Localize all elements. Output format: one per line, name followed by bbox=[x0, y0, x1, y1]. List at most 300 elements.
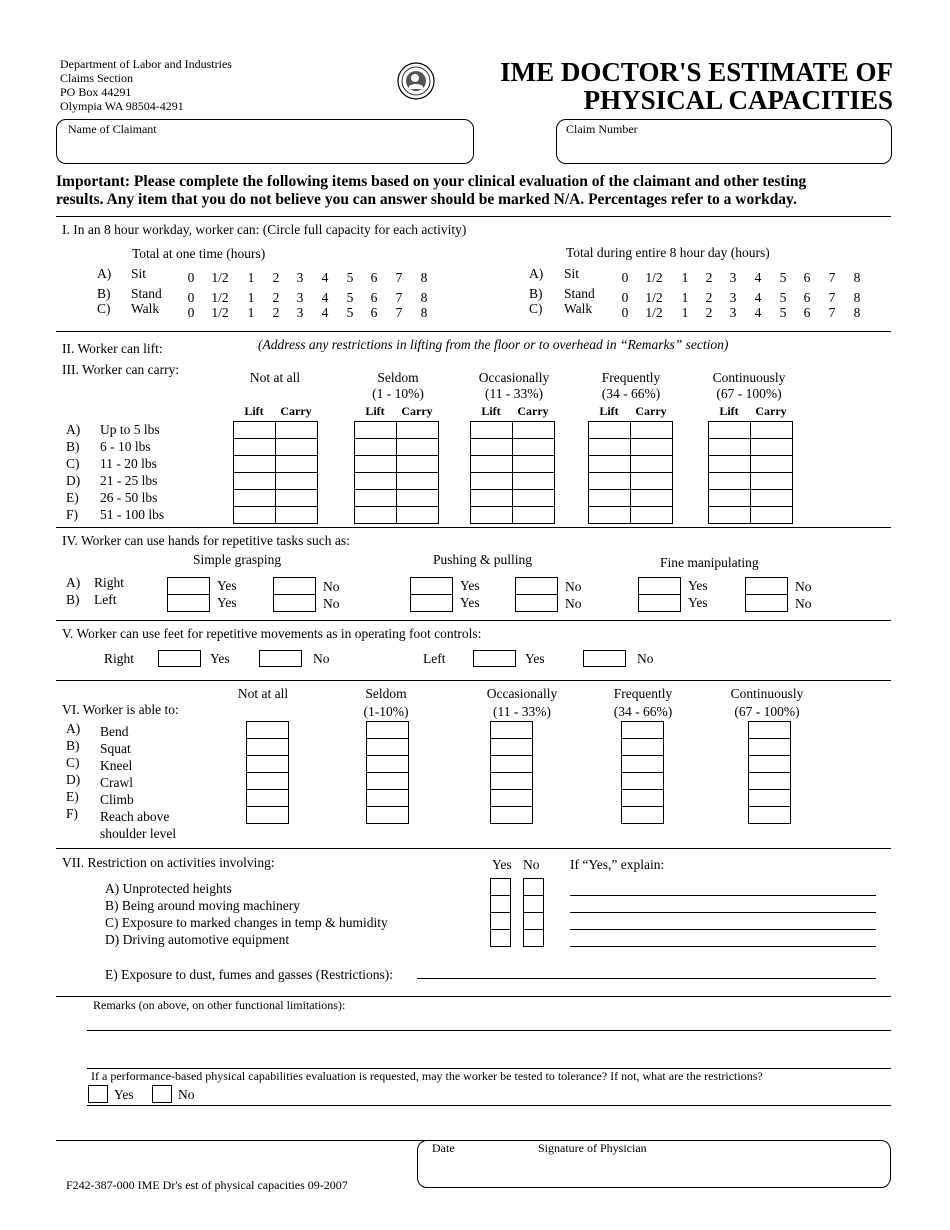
weight-range-label: 26 - 50 lbs bbox=[100, 490, 158, 505]
frequency-header: Not at all bbox=[249, 370, 301, 385]
ability-letter: F) bbox=[66, 806, 79, 821]
yes-checkbox[interactable] bbox=[410, 577, 453, 595]
carry-cell[interactable] bbox=[630, 438, 673, 456]
lift-cell[interactable] bbox=[708, 421, 751, 439]
restriction-e-line[interactable] bbox=[417, 978, 876, 979]
lift-column-header: Lift bbox=[599, 404, 619, 418]
hours-at-one-time-option[interactable]: 3 bbox=[296, 290, 304, 305]
carry-cell[interactable] bbox=[750, 421, 793, 439]
carry-cell[interactable] bbox=[630, 506, 673, 524]
activity-letter: A) bbox=[97, 266, 112, 281]
carry-cell[interactable] bbox=[630, 489, 673, 507]
ability-cell[interactable] bbox=[621, 772, 664, 790]
hours-entire-day-option[interactable]: 5 bbox=[779, 305, 787, 320]
hours-entire-day-option[interactable]: 7 bbox=[828, 290, 836, 305]
frequency-header: Seldom bbox=[365, 686, 407, 701]
frequency-percent: (1-10%) bbox=[363, 704, 409, 719]
lift-cell[interactable] bbox=[470, 489, 513, 507]
task-header: Pushing & pulling bbox=[433, 552, 533, 567]
hours-at-one-time-option[interactable]: 1/2 bbox=[211, 305, 229, 320]
hours-at-one-time-option[interactable]: 8 bbox=[420, 290, 428, 305]
activity-label: Walk bbox=[131, 301, 160, 316]
hours-entire-day-option[interactable]: 8 bbox=[853, 305, 861, 320]
hours-entire-day-option[interactable]: 1/2 bbox=[645, 270, 663, 285]
frequency-percent: (67 - 100%) bbox=[734, 704, 800, 719]
hours-at-one-time-option[interactable]: 1/2 bbox=[211, 290, 229, 305]
hours-at-one-time-option[interactable]: 8 bbox=[420, 270, 428, 285]
section-3-heading: III. Worker can carry: bbox=[62, 362, 180, 377]
ability-label: Reach above bbox=[100, 809, 170, 824]
ability-cell[interactable] bbox=[621, 755, 664, 773]
restriction-no-box[interactable] bbox=[523, 895, 544, 913]
lift-cell[interactable] bbox=[588, 472, 631, 490]
restrictions-line[interactable] bbox=[87, 1105, 891, 1106]
lift-cell[interactable] bbox=[588, 438, 631, 456]
ability-cell[interactable] bbox=[366, 755, 409, 773]
no-checkbox[interactable] bbox=[515, 594, 558, 612]
restriction-item: B) Being around moving machinery bbox=[105, 898, 300, 913]
hours-entire-day-option[interactable]: 6 bbox=[803, 305, 811, 320]
lift-cell[interactable] bbox=[470, 506, 513, 524]
weight-letter: B) bbox=[66, 439, 80, 454]
ability-cell[interactable] bbox=[490, 806, 533, 824]
hours-at-one-time-option[interactable]: 2 bbox=[272, 270, 280, 285]
hours-at-one-time-option[interactable]: 2 bbox=[272, 305, 280, 320]
frequency-percent: (1 - 10%) bbox=[372, 386, 424, 401]
restriction-yes-box[interactable] bbox=[490, 929, 511, 947]
claim-number-label: Claim Number bbox=[566, 122, 638, 136]
lift-cell[interactable] bbox=[354, 506, 397, 524]
section-1-right-title: Total during entire 8 hour day (hours) bbox=[566, 245, 770, 260]
restriction-yes-box[interactable] bbox=[490, 878, 511, 896]
yes-label: Yes bbox=[217, 578, 237, 593]
carry-cell[interactable] bbox=[275, 421, 318, 439]
ability-cell[interactable] bbox=[748, 721, 791, 739]
carry-cell[interactable] bbox=[750, 489, 793, 507]
yes-label: Yes bbox=[217, 595, 237, 610]
hours-at-one-time-option[interactable]: 0 bbox=[187, 305, 195, 320]
section-5-heading: V. Worker can use feet for repetitive movements as in operating foot controls: bbox=[62, 626, 482, 641]
carry-column-header: Carry bbox=[755, 404, 787, 418]
frequency-header: Continuously bbox=[712, 370, 786, 385]
ability-letter: E) bbox=[66, 789, 79, 804]
frequency-percent: (11 - 33%) bbox=[485, 386, 543, 401]
section-7-heading: VII. Restriction on activities involving: bbox=[62, 855, 275, 870]
carry-column-header: Carry bbox=[280, 404, 312, 418]
tolerance-yes-box[interactable] bbox=[88, 1085, 108, 1103]
carry-cell[interactable] bbox=[275, 472, 318, 490]
hours-entire-day-option[interactable]: 4 bbox=[754, 270, 762, 285]
hours-entire-day-option[interactable]: 5 bbox=[779, 270, 787, 285]
frequency-percent: (11 - 33%) bbox=[493, 704, 551, 719]
hours-at-one-time-option[interactable]: 5 bbox=[346, 305, 354, 320]
form-title-line1: IME DOCTOR'S ESTIMATE OF bbox=[500, 57, 893, 87]
hours-at-one-time-option[interactable]: 1 bbox=[247, 290, 255, 305]
lift-cell[interactable] bbox=[354, 438, 397, 456]
yes-checkbox[interactable] bbox=[167, 577, 210, 595]
hours-entire-day-option[interactable]: 6 bbox=[803, 290, 811, 305]
restriction-item: D) Driving automotive equipment bbox=[105, 932, 290, 947]
ability-cell[interactable] bbox=[490, 721, 533, 739]
restriction-no-box[interactable] bbox=[523, 878, 544, 896]
hours-at-one-time-option[interactable]: 1 bbox=[247, 305, 255, 320]
section-2-heading: II. Worker can lift: bbox=[62, 341, 163, 356]
ability-label: Squat bbox=[100, 741, 131, 756]
activity-letter: A) bbox=[529, 266, 544, 281]
ability-cell[interactable] bbox=[748, 789, 791, 807]
no-label: No bbox=[565, 579, 582, 594]
ability-cell[interactable] bbox=[748, 755, 791, 773]
explain-line[interactable] bbox=[570, 929, 876, 930]
frequency-percent: (67 - 100%) bbox=[716, 386, 782, 401]
carry-cell[interactable] bbox=[275, 455, 318, 473]
lift-cell[interactable] bbox=[233, 421, 276, 439]
hours-entire-day-option[interactable]: 1 bbox=[681, 290, 689, 305]
carry-cell[interactable] bbox=[396, 438, 439, 456]
hours-entire-day-option[interactable]: 3 bbox=[729, 270, 737, 285]
no-label: No bbox=[323, 596, 340, 611]
hand-letter: B) bbox=[66, 592, 80, 607]
weight-letter: E) bbox=[66, 490, 79, 505]
right-foot-no-label: No bbox=[313, 651, 330, 666]
left-foot-no-box[interactable] bbox=[583, 650, 626, 667]
lift-cell[interactable] bbox=[708, 455, 751, 473]
carry-cell[interactable] bbox=[512, 455, 555, 473]
frequency-header: Continuously bbox=[730, 686, 804, 701]
weight-letter: A) bbox=[66, 422, 81, 437]
important-line: Important: Please complete the following items based on your clinical evaluation of the claimant and other testing bbox=[56, 173, 807, 190]
carry-cell[interactable] bbox=[396, 472, 439, 490]
carry-cell[interactable] bbox=[750, 506, 793, 524]
hours-at-one-time-option[interactable]: 1 bbox=[247, 270, 255, 285]
important-line: results. Any item that you do not believe you can answer should be marked N/A. Percentages refer to a workday. bbox=[56, 191, 797, 208]
activity-letter: C) bbox=[529, 301, 543, 316]
form-title-line2: PHYSICAL CAPACITIES bbox=[583, 85, 893, 115]
ability-cell[interactable] bbox=[490, 738, 533, 756]
ability-letter: A) bbox=[66, 721, 81, 736]
lift-cell[interactable] bbox=[354, 455, 397, 473]
hours-entire-day-option[interactable]: 1/2 bbox=[645, 305, 663, 320]
explain-line[interactable] bbox=[570, 946, 876, 947]
tolerance-no-label: No bbox=[178, 1087, 195, 1102]
claimant-name-field[interactable] bbox=[56, 119, 474, 164]
lift-cell[interactable] bbox=[708, 472, 751, 490]
ability-cell[interactable] bbox=[366, 721, 409, 739]
left-foot-yes-box[interactable] bbox=[473, 650, 516, 667]
lift-cell[interactable] bbox=[470, 438, 513, 456]
activity-letter: B) bbox=[529, 286, 543, 301]
left-foot-label: Left bbox=[423, 651, 446, 666]
lift-cell[interactable] bbox=[233, 489, 276, 507]
carry-cell[interactable] bbox=[750, 472, 793, 490]
tolerance-no-box[interactable] bbox=[152, 1085, 172, 1103]
hours-at-one-time-option[interactable]: 5 bbox=[346, 290, 354, 305]
hours-entire-day-option[interactable]: 1/2 bbox=[645, 290, 663, 305]
hours-entire-day-option[interactable]: 5 bbox=[779, 290, 787, 305]
lift-cell[interactable] bbox=[233, 438, 276, 456]
carry-cell[interactable] bbox=[275, 438, 318, 456]
no-checkbox[interactable] bbox=[515, 577, 558, 595]
hours-entire-day-option[interactable]: 8 bbox=[853, 290, 861, 305]
lift-column-header: Lift bbox=[365, 404, 385, 418]
yes-label: Yes bbox=[688, 578, 708, 593]
ability-cell[interactable] bbox=[246, 755, 289, 773]
yes-checkbox[interactable] bbox=[638, 594, 681, 612]
carry-column-header: Carry bbox=[401, 404, 433, 418]
hours-at-one-time-option[interactable]: 4 bbox=[321, 290, 329, 305]
yes-checkbox[interactable] bbox=[410, 594, 453, 612]
claimant-name-label: Name of Claimant bbox=[68, 122, 157, 136]
restriction-no-box[interactable] bbox=[523, 912, 544, 930]
remarks-label: Remarks (on above, on other functional limitations): bbox=[93, 998, 346, 1012]
carry-cell[interactable] bbox=[512, 421, 555, 439]
frequency-header: Seldom bbox=[377, 370, 419, 385]
state-seal-icon bbox=[397, 62, 435, 100]
yes-label: Yes bbox=[688, 595, 708, 610]
no-label: No bbox=[565, 596, 582, 611]
ability-cell[interactable] bbox=[366, 789, 409, 807]
lift-column-header: Lift bbox=[244, 404, 264, 418]
hours-entire-day-option[interactable]: 1 bbox=[681, 305, 689, 320]
ability-cell[interactable] bbox=[246, 721, 289, 739]
hand-letter: A) bbox=[66, 575, 81, 590]
ability-cell[interactable] bbox=[490, 772, 533, 790]
no-label: No bbox=[795, 579, 812, 594]
hours-entire-day-option[interactable]: 3 bbox=[729, 290, 737, 305]
task-header: Fine manipulating bbox=[660, 555, 759, 570]
ability-cell[interactable] bbox=[621, 738, 664, 756]
no-checkbox[interactable] bbox=[745, 594, 788, 612]
restriction-item: C) Exposure to marked changes in temp & humidity bbox=[105, 915, 388, 930]
hours-entire-day-option[interactable]: 1 bbox=[681, 270, 689, 285]
hours-entire-day-option[interactable]: 2 bbox=[705, 270, 713, 285]
ability-label: Bend bbox=[100, 724, 129, 739]
carry-cell[interactable] bbox=[396, 489, 439, 507]
carry-cell[interactable] bbox=[630, 472, 673, 490]
ability-cell[interactable] bbox=[246, 806, 289, 824]
task-header: Simple grasping bbox=[193, 552, 282, 567]
right-foot-yes-box[interactable] bbox=[158, 650, 201, 667]
hours-at-one-time-option[interactable]: 2 bbox=[272, 290, 280, 305]
yes-checkbox[interactable] bbox=[167, 594, 210, 612]
activity-letter: C) bbox=[97, 301, 111, 316]
ability-cell[interactable] bbox=[490, 755, 533, 773]
activity-label: Stand bbox=[564, 286, 595, 301]
hours-entire-day-option[interactable]: 2 bbox=[705, 290, 713, 305]
ability-label-cont: shoulder level bbox=[100, 826, 177, 841]
hours-at-one-time-option[interactable]: 8 bbox=[420, 305, 428, 320]
right-foot-yes-label: Yes bbox=[210, 651, 230, 666]
ability-letter: D) bbox=[66, 772, 81, 787]
lift-cell[interactable] bbox=[588, 455, 631, 473]
no-checkbox[interactable] bbox=[273, 594, 316, 612]
weight-range-label: 51 - 100 lbs bbox=[100, 507, 165, 522]
hours-entire-day-option[interactable]: 4 bbox=[754, 290, 762, 305]
carry-cell[interactable] bbox=[512, 438, 555, 456]
carry-cell[interactable] bbox=[396, 455, 439, 473]
activity-label: Sit bbox=[564, 266, 580, 281]
restriction-no-header: No bbox=[523, 857, 540, 872]
explain-line[interactable] bbox=[570, 895, 876, 896]
section-1-heading: I. In an 8 hour workday, worker can: (Circle full capacity for each activity) bbox=[62, 222, 467, 237]
weight-range-label: 21 - 25 lbs bbox=[100, 473, 158, 488]
weight-range-label: Up to 5 lbs bbox=[100, 422, 160, 437]
hours-at-one-time-option[interactable]: 7 bbox=[395, 270, 403, 285]
section-1-left-title: Total at one time (hours) bbox=[132, 246, 266, 261]
ability-cell[interactable] bbox=[748, 772, 791, 790]
restriction-item: A) Unprotected heights bbox=[105, 881, 232, 896]
date-signature-field[interactable] bbox=[417, 1140, 891, 1188]
lift-cell[interactable] bbox=[354, 489, 397, 507]
weight-letter: C) bbox=[66, 456, 80, 471]
lift-cell[interactable] bbox=[233, 472, 276, 490]
lift-cell[interactable] bbox=[708, 489, 751, 507]
signature-label: Signature of Physician bbox=[538, 1141, 647, 1155]
hours-entire-day-option[interactable]: 0 bbox=[621, 305, 629, 320]
carry-cell[interactable] bbox=[750, 455, 793, 473]
ability-cell[interactable] bbox=[621, 721, 664, 739]
hours-at-one-time-option[interactable]: 0 bbox=[187, 290, 195, 305]
hours-at-one-time-option[interactable]: 6 bbox=[370, 270, 378, 285]
hours-entire-day-option[interactable]: 0 bbox=[621, 290, 629, 305]
carry-cell[interactable] bbox=[275, 506, 318, 524]
hours-at-one-time-option[interactable]: 7 bbox=[395, 305, 403, 320]
hours-entire-day-option[interactable]: 0 bbox=[621, 270, 629, 285]
ability-cell[interactable] bbox=[246, 738, 289, 756]
right-foot-label: Right bbox=[104, 651, 135, 666]
ability-letter: B) bbox=[66, 738, 80, 753]
ability-label: Climb bbox=[100, 792, 134, 807]
left-foot-yes-label: Yes bbox=[525, 651, 545, 666]
hours-entire-day-option[interactable]: 8 bbox=[853, 270, 861, 285]
hours-at-one-time-option[interactable]: 5 bbox=[346, 270, 354, 285]
carry-cell[interactable] bbox=[396, 506, 439, 524]
yes-label: Yes bbox=[460, 578, 480, 593]
lift-cell[interactable] bbox=[233, 506, 276, 524]
frequency-header: Frequently bbox=[601, 370, 661, 385]
left-foot-no-label: No bbox=[637, 651, 654, 666]
carry-cell[interactable] bbox=[512, 506, 555, 524]
agency-line: Olympia WA 98504-4291 bbox=[60, 99, 184, 113]
weight-letter: F) bbox=[66, 507, 79, 522]
frequency-header: Occasionally bbox=[486, 686, 558, 701]
restriction-yes-box[interactable] bbox=[490, 895, 511, 913]
ability-cell[interactable] bbox=[490, 789, 533, 807]
important-notice bbox=[56, 173, 806, 209]
ability-cell[interactable] bbox=[366, 738, 409, 756]
carry-cell[interactable] bbox=[750, 438, 793, 456]
ability-cell[interactable] bbox=[366, 806, 409, 824]
agency-line: Department of Labor and Industries bbox=[60, 57, 232, 71]
lift-restriction-note: (Address any restrictions in lifting from the floor or to overhead in “Remarks” section) bbox=[258, 337, 729, 352]
hours-at-one-time-option[interactable]: 4 bbox=[321, 270, 329, 285]
restriction-yes-box[interactable] bbox=[490, 912, 511, 930]
no-checkbox[interactable] bbox=[273, 577, 316, 595]
ability-cell[interactable] bbox=[621, 789, 664, 807]
lift-cell[interactable] bbox=[588, 421, 631, 439]
lift-cell[interactable] bbox=[588, 489, 631, 507]
right-foot-no-box[interactable] bbox=[259, 650, 302, 667]
agency-address bbox=[60, 57, 232, 113]
carry-cell[interactable] bbox=[630, 421, 673, 439]
restriction-explain-header: If “Yes,” explain: bbox=[570, 857, 665, 872]
lift-column-header: Lift bbox=[481, 404, 501, 418]
restriction-yes-header: Yes bbox=[492, 857, 512, 872]
weight-range-label: 11 - 20 lbs bbox=[100, 456, 157, 471]
ability-label: Kneel bbox=[100, 758, 133, 773]
form-title bbox=[500, 58, 893, 114]
hours-entire-day-option[interactable]: 2 bbox=[705, 305, 713, 320]
hours-entire-day-option[interactable]: 6 bbox=[803, 270, 811, 285]
ability-letter: C) bbox=[66, 755, 80, 770]
activity-label: Sit bbox=[131, 266, 147, 281]
carry-cell[interactable] bbox=[512, 472, 555, 490]
hours-entire-day-option[interactable]: 3 bbox=[729, 305, 737, 320]
ability-cell[interactable] bbox=[748, 738, 791, 756]
form-id: F242-387-000 IME Dr's est of physical capacities 09-2007 bbox=[66, 1178, 348, 1192]
weight-letter: D) bbox=[66, 473, 81, 488]
restriction-item-e: E) Exposure to dust, fumes and gasses (Restrictions): bbox=[105, 967, 393, 982]
ability-cell[interactable] bbox=[246, 772, 289, 790]
ability-label: Crawl bbox=[100, 775, 133, 790]
section-6-heading: VI. Worker is able to: bbox=[62, 702, 179, 717]
explain-line[interactable] bbox=[570, 912, 876, 913]
ability-cell[interactable] bbox=[246, 789, 289, 807]
carry-cell[interactable] bbox=[512, 489, 555, 507]
claim-number-field[interactable] bbox=[556, 119, 892, 164]
lift-cell[interactable] bbox=[708, 506, 751, 524]
hours-at-one-time-option[interactable]: 1/2 bbox=[211, 270, 229, 285]
hours-at-one-time-option[interactable]: 0 bbox=[187, 270, 195, 285]
frequency-percent: (34 - 66%) bbox=[613, 704, 673, 719]
carry-column-header: Carry bbox=[635, 404, 667, 418]
hours-at-one-time-option[interactable]: 4 bbox=[321, 305, 329, 320]
hours-at-one-time-option[interactable]: 7 bbox=[395, 290, 403, 305]
ability-cell[interactable] bbox=[748, 806, 791, 824]
date-label: Date bbox=[432, 1141, 455, 1155]
carry-cell[interactable] bbox=[396, 421, 439, 439]
lift-cell[interactable] bbox=[708, 438, 751, 456]
lift-cell[interactable] bbox=[233, 455, 276, 473]
lift-cell[interactable] bbox=[470, 472, 513, 490]
hours-at-one-time-option[interactable]: 6 bbox=[370, 305, 378, 320]
lift-cell[interactable] bbox=[354, 472, 397, 490]
yes-label: Yes bbox=[460, 595, 480, 610]
ability-cell[interactable] bbox=[366, 772, 409, 790]
carry-cell[interactable] bbox=[275, 489, 318, 507]
no-label: No bbox=[795, 596, 812, 611]
carry-cell[interactable] bbox=[630, 455, 673, 473]
frequency-header: Occasionally bbox=[478, 370, 550, 385]
hours-entire-day-option[interactable]: 7 bbox=[828, 270, 836, 285]
restriction-no-box[interactable] bbox=[523, 929, 544, 947]
yes-checkbox[interactable] bbox=[638, 577, 681, 595]
weight-range-label: 6 - 10 lbs bbox=[100, 439, 151, 454]
hours-at-one-time-option[interactable]: 6 bbox=[370, 290, 378, 305]
hours-entire-day-option[interactable]: 4 bbox=[754, 305, 762, 320]
no-checkbox[interactable] bbox=[745, 577, 788, 595]
hours-at-one-time-option[interactable]: 3 bbox=[296, 305, 304, 320]
lift-cell[interactable] bbox=[354, 421, 397, 439]
remarks-line[interactable] bbox=[87, 1030, 891, 1031]
lift-column-header: Lift bbox=[719, 404, 739, 418]
lift-cell[interactable] bbox=[470, 455, 513, 473]
lift-cell[interactable] bbox=[470, 421, 513, 439]
hours-entire-day-option[interactable]: 7 bbox=[828, 305, 836, 320]
ability-cell[interactable] bbox=[621, 806, 664, 824]
hours-at-one-time-option[interactable]: 3 bbox=[296, 270, 304, 285]
lift-cell[interactable] bbox=[588, 506, 631, 524]
